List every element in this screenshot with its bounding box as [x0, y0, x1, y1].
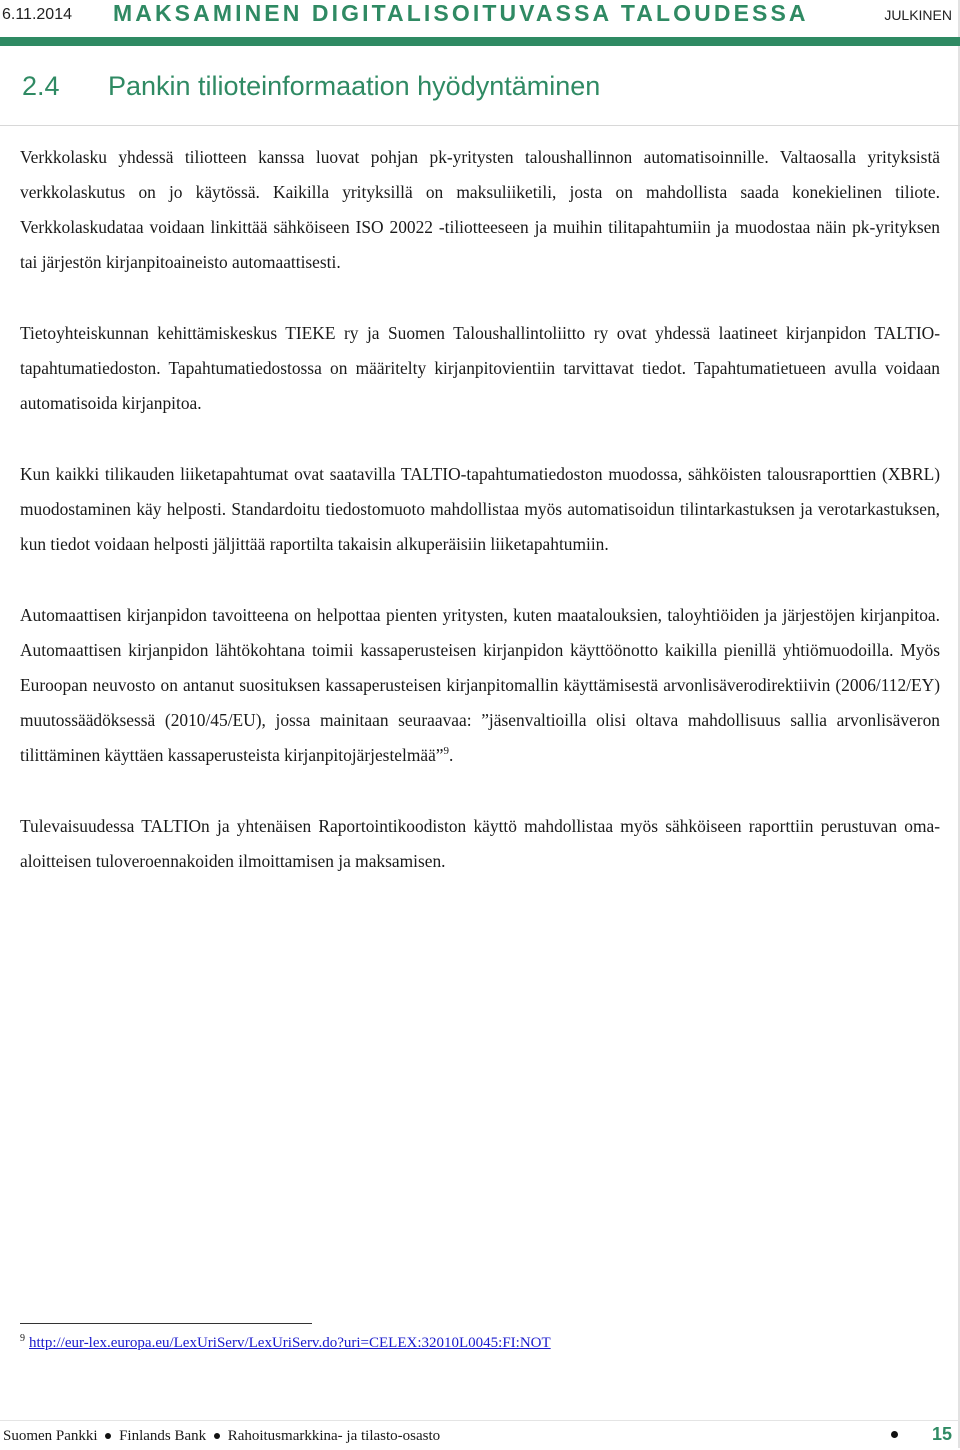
footer-divider — [0, 1420, 960, 1421]
footnote-divider — [20, 1323, 312, 1324]
heading-divider — [0, 125, 960, 126]
page-header — [0, 0, 960, 36]
header-title: MAKSAMINEN DIGITALISOITUVASSA TALOUDESSA — [113, 0, 809, 26]
footer-org-sv: Finlands Bank — [119, 1428, 207, 1444]
footnote — [20, 1333, 551, 1352]
page-footer — [3, 1428, 440, 1445]
bullet-icon — [105, 1433, 111, 1439]
footer-page-block — [891, 1424, 952, 1445]
footnote-number: 9 — [20, 1333, 25, 1344]
paragraph-3: Kun kaikki tilikauden liiketapahtumat ovat saatavilla TALTIO-tapahtumatiedoston muodossa, sähköisten talousraporttien (XBRL) muodostaminen käy helposti. Standardoitu tiedostomuoto mahdollistaa myös automatisoidun tilintarkastuksen ja verotarkastuksen, kun tiedot voidaan helposti jäljittää raportilta takaisin alkuperäisiin liiketapahtumiin. — [20, 464, 940, 554]
paragraph-2: Tietoyhteiskunnan kehittämiskeskus TIEKE ry ja Suomen Taloushallintoliitto ry ovat yhdessä laatineet kirjanpidon TALTIO-tapahtumatiedoston. Tapahtumatiedostossa on määritelty kirjanpitovientiin tarvittavat tiedot. Tapahtumatietueen avulla voidaan automatisoida kirjanpitoa. — [20, 323, 940, 413]
header-classification: JULKINEN — [884, 7, 952, 23]
paragraph-4-text: Automaattisen kirjanpidon tavoitteena on helpottaa pienten yritysten, kuten maatalouksien, taloyhtiöiden ja järjestöjen kirjanpitoa. Automaattisen kirjanpidon lähtökohtana toimii kassaperusteisen kirjanpidon käyttöönotto kaikilla pienillä yhtiömuodoilla. Myös Euroopan neuvosto on antanut suosituksen kassaperusteisen kirjanpitomallin käyttämisestä arvonlisäverodirektiivin (2006/112/EY) muutossäädöksessä (2010/45/EU), jossa mainitaan seuraavaa: ”jäsenvaltioilla olisi oltava mahdollisuus sallia arvonlisäveron tilittäminen käyttäen kassaperusteista kirjanpitojärjestelmää” — [20, 605, 940, 765]
header-accent-bar — [0, 37, 960, 46]
paragraph-5: Tulevaisuudessa TALTIOn ja yhtenäisen Raportointikoodiston käyttö mahdollistaa myös sähköiseen raporttiin perustuvan oma-aloitteisen tuloveroennakoiden ilmoittamisen ja maksamisen. — [20, 816, 940, 871]
paragraph-4 — [20, 598, 940, 773]
body-text — [20, 140, 940, 915]
section-heading — [22, 71, 600, 102]
paragraph-4-suffix: . — [449, 745, 454, 765]
bullet-icon — [891, 1431, 898, 1438]
paragraph-1: Verkkolasku yhdessä tiliotteen kanssa luovat pohjan pk-yritysten taloushallinnon automatisoinnille. Valtaosalla yrityksistä verkkolaskutus on jo käytössä. Kaikilla yrityksillä on maksuliiketili, josta on mahdollista saada konekielinen tiliote. Verkkolaskudataa voidaan linkittää sähköiseen ISO 20022 -tiliotteeseen ja muihin tilitapahtumiin ja muodostaa näin pk-yrityksen tai järjestön kirjanpitoaineisto automaattisesti. — [20, 147, 940, 272]
footer-department: Rahoitusmarkkina- ja tilasto-osasto — [227, 1428, 441, 1444]
footnote-link[interactable]: http://eur-lex.europa.eu/LexUriServ/LexUriServ.do?uri=CELEX:32010L0045:FI:NOT — [29, 1335, 551, 1351]
footnote-reference[interactable]: 9 — [443, 745, 450, 758]
section-title: Pankin tilioteinformaation hyödyntäminen — [108, 71, 601, 101]
bullet-icon — [214, 1433, 220, 1439]
footer-org-fi: Suomen Pankki — [3, 1428, 98, 1444]
section-number: 2.4 — [22, 71, 60, 101]
page-number: 15 — [931, 1424, 952, 1444]
header-date: 6.11.2014 — [2, 6, 72, 23]
